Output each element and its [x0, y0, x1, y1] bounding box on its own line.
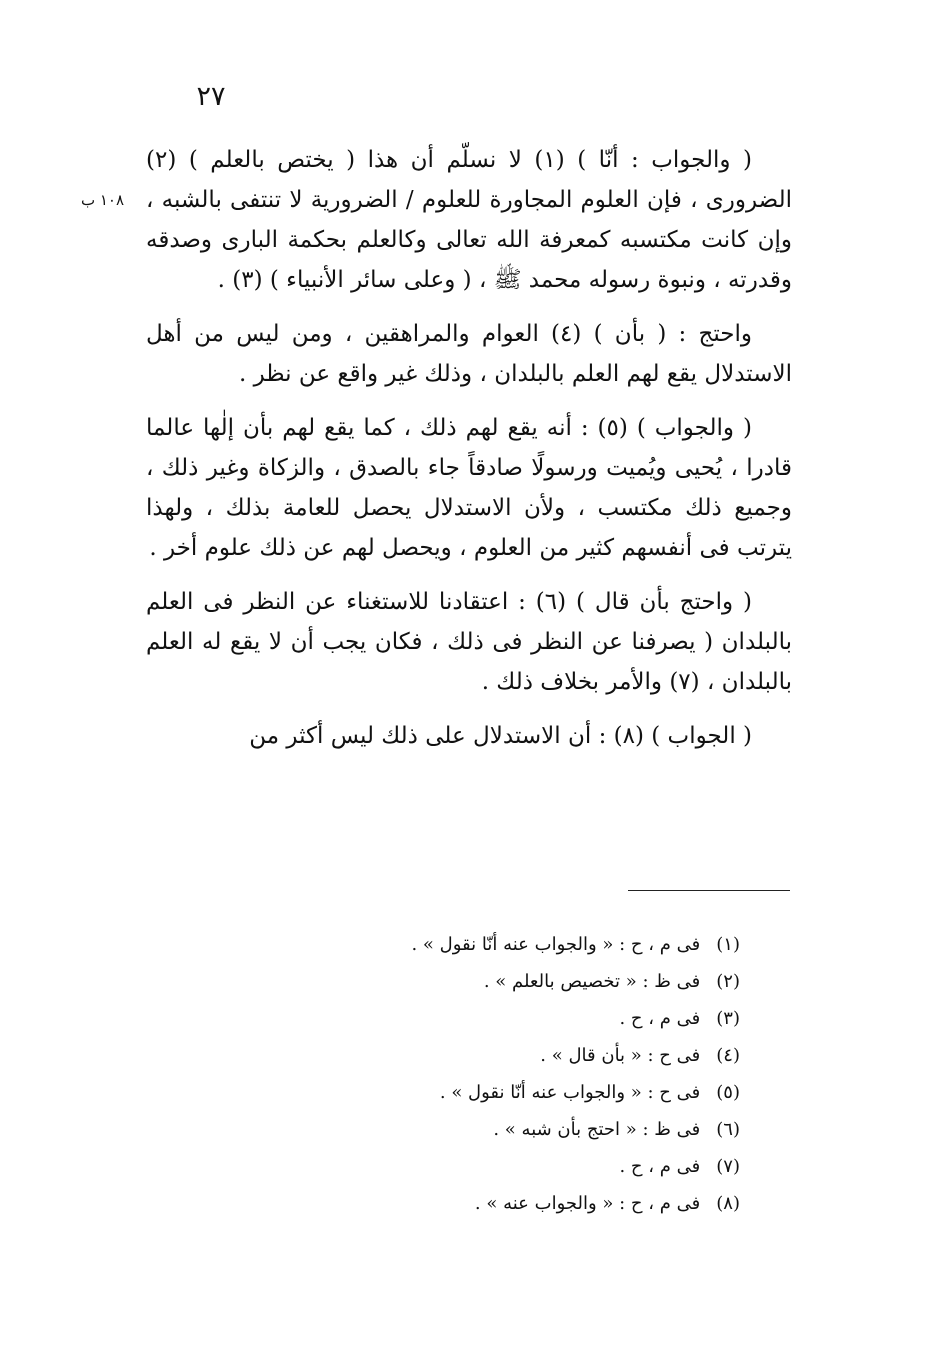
footnote-number: (٦) [716, 1119, 740, 1140]
footnote-text: فى ح : « والجواب عنه أنّا نقول » . [439, 1082, 701, 1103]
paragraph: ( والجواب : أنّا ) (١) لا نسلّم أن هذا ( يختص بالعلم ) (٢) الضرورى ، فإن العلوم المجاورة للعلوم / الضرورية لا تنتفى بالشبه ، وإن كانت مكتسبه كمعرفة الله تعالى وكالعلم بحكمة البارى وصدقه وقدرته ، ونبوة رسوله محمد ﷺ ، ( وعلى سائر الأنبياء ) (٣) . [146, 147, 792, 293]
paragraph: ( الجواب ) (٨) : أن الاستدلال على ذلك ليس أكثر من [249, 723, 752, 749]
paragraph: ( والجواب ) (٥) : أنه يقع لهم ذلك ، كما يقع لهم بأن إلٰها عالما قادرا ، يُحيى ويُميت ورسولًا صادقاً جاء بالصدق ، والزكاة وغير ذلك ، وجميع ذلك مكتسب ، ولأن الاستدلال يحصل للعامة بذلك ، ولهذا يترتب فى أنفسهم كثير من العلوم ، ويحصل لهم عن ذلك علوم أخر . [146, 415, 792, 561]
footnote-number: (٣) [716, 1008, 740, 1029]
footnote-divider [628, 890, 790, 891]
footnote-number: (٨) [716, 1193, 740, 1214]
footnote-text: فى م ، ح : « والجواب عنه » . [474, 1193, 701, 1214]
footnote [300, 1074, 740, 1111]
folio-margin-note: ١٠٨ ب [80, 191, 124, 209]
footnote [300, 1111, 740, 1148]
footnote-number: (٤) [716, 1045, 740, 1066]
footnote-number: (٢) [716, 971, 740, 992]
footnote [300, 963, 740, 1000]
paragraph: واحتج : ( بأن ) (٤) العوام والمراهقين ، ومن ليس من أهل الاستدلال يقع لهم العلم بالبلدان ، وذلك غير واقع عن نظر . [146, 321, 792, 387]
footnote [300, 926, 740, 963]
footnote-text: فى م ، ح . [619, 1156, 701, 1177]
footnote-number: (٧) [716, 1156, 740, 1177]
footnote [300, 1000, 740, 1037]
main-text [146, 140, 792, 770]
footnotes-list [300, 926, 740, 1222]
footnote [300, 1037, 740, 1074]
footnote-text: فى ظ : « تخصيص بالعلم » . [483, 971, 701, 992]
page-number: ٢٧ [196, 81, 226, 112]
footnote [300, 1148, 740, 1185]
paragraph: ( واحتج بأن قال ) (٦) : اعتقادنا للاستغناء عن النظر فى العلم بالبلدان ( يصرفنا عن النظر فى ذلك ، فكان يجب أن لا يقع له العلم بالبلدان ، (٧) والأمر بخلاف ذلك . [146, 589, 792, 695]
footnote-text: فى ح : « بأن قال » . [540, 1045, 701, 1066]
footnote [300, 1185, 740, 1222]
footnote-text: فى م ، ح . [619, 1008, 701, 1029]
footnote-text: فى ظ : « احتج بأن شبه » . [493, 1119, 701, 1140]
footnote-text: فى م ، ح : « والجواب عنه أنّا نقول » . [411, 934, 701, 955]
footnote-number: (٥) [716, 1082, 740, 1103]
footnote-number: (١) [716, 934, 740, 955]
